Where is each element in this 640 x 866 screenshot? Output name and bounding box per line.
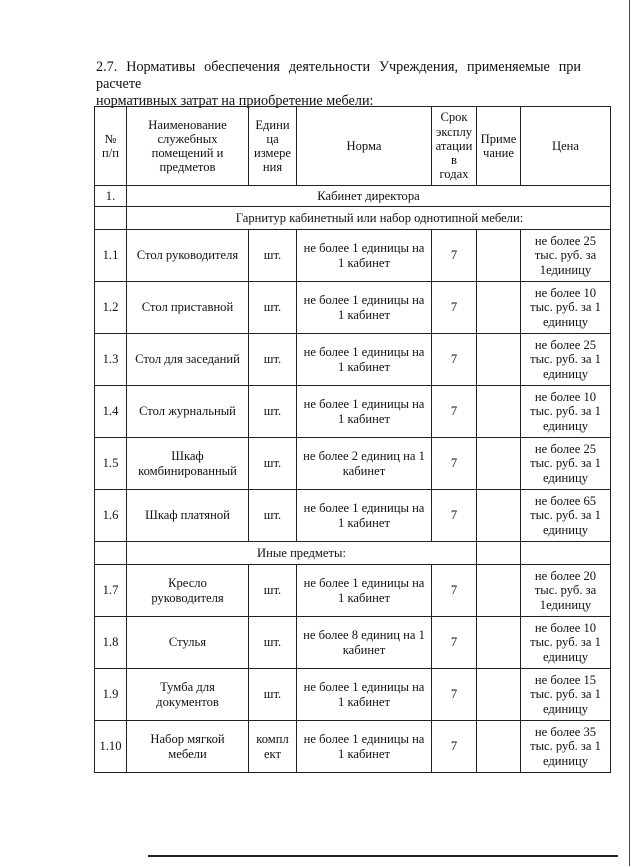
row-note bbox=[477, 230, 521, 282]
table-row bbox=[95, 490, 611, 542]
row-unit: компл ект bbox=[249, 721, 297, 773]
header-price: Цена bbox=[521, 107, 611, 186]
row-name: Стол журнальный bbox=[127, 386, 249, 438]
table-row bbox=[95, 721, 611, 773]
section-title: Кабинет директора bbox=[127, 186, 611, 207]
row-term: 7 bbox=[432, 386, 477, 438]
section-row bbox=[95, 186, 611, 207]
table-row bbox=[95, 565, 611, 617]
page-edge-right bbox=[629, 0, 630, 866]
intro-line-1: 2.7. Нормативы обеспечения деятельности Учреждения, применяемые при расчете bbox=[96, 59, 581, 92]
row-note bbox=[477, 282, 521, 334]
row-unit: шт. bbox=[249, 386, 297, 438]
subsection-num-cell bbox=[95, 207, 127, 230]
subsection-note-cell bbox=[477, 542, 521, 565]
subsection-row bbox=[95, 207, 611, 230]
row-name: Набор мягкой мебели bbox=[127, 721, 249, 773]
row-num: 1.6 bbox=[95, 490, 127, 542]
row-unit: шт. bbox=[249, 617, 297, 669]
row-price: не более 10 тыс. руб. за 1 единицу bbox=[521, 282, 611, 334]
row-norm: не более 1 единицы на 1 кабинет bbox=[297, 721, 432, 773]
section-intro bbox=[96, 59, 581, 110]
row-price: не более 15 тыс. руб. за 1 единицу bbox=[521, 669, 611, 721]
subsection-row bbox=[95, 542, 611, 565]
row-term: 7 bbox=[432, 669, 477, 721]
row-name: Стулья bbox=[127, 617, 249, 669]
furniture-norms-table bbox=[94, 106, 611, 773]
row-norm: не более 1 единицы на 1 кабинет bbox=[297, 230, 432, 282]
row-num: 1.10 bbox=[95, 721, 127, 773]
row-unit: шт. bbox=[249, 565, 297, 617]
row-norm: не более 1 единицы на 1 кабинет bbox=[297, 565, 432, 617]
table-row bbox=[95, 617, 611, 669]
subsection-title: Иные предметы: bbox=[127, 542, 477, 565]
row-num: 1.7 bbox=[95, 565, 127, 617]
row-term: 7 bbox=[432, 565, 477, 617]
table-row bbox=[95, 386, 611, 438]
row-name: Тумба для документов bbox=[127, 669, 249, 721]
row-price: не более 65 тыс. руб. за 1 единицу bbox=[521, 490, 611, 542]
row-num: 1.1 bbox=[95, 230, 127, 282]
row-note bbox=[477, 438, 521, 490]
row-unit: шт. bbox=[249, 282, 297, 334]
row-norm: не более 2 единиц на 1 кабинет bbox=[297, 438, 432, 490]
header-norm: Норма bbox=[297, 107, 432, 186]
table-header-row bbox=[95, 107, 611, 186]
row-note bbox=[477, 669, 521, 721]
row-price: не более 35 тыс. руб. за 1 единицу bbox=[521, 721, 611, 773]
subsection-num-cell bbox=[95, 542, 127, 565]
row-num: 1.4 bbox=[95, 386, 127, 438]
row-price: не более 10 тыс. руб. за 1 единицу bbox=[521, 617, 611, 669]
header-num: № п/п bbox=[95, 107, 127, 186]
row-name: Стол приставной bbox=[127, 282, 249, 334]
subsection-price-cell bbox=[521, 542, 611, 565]
row-term: 7 bbox=[432, 438, 477, 490]
table-row bbox=[95, 282, 611, 334]
row-unit: шт. bbox=[249, 490, 297, 542]
table-row bbox=[95, 334, 611, 386]
row-unit: шт. bbox=[249, 334, 297, 386]
row-note bbox=[477, 334, 521, 386]
page-edge-bottom bbox=[148, 855, 618, 857]
row-name: Стол для заседаний bbox=[127, 334, 249, 386]
row-num: 1.9 bbox=[95, 669, 127, 721]
row-price: не более 25 тыс. руб. за 1 единицу bbox=[521, 334, 611, 386]
row-num: 1.8 bbox=[95, 617, 127, 669]
row-note bbox=[477, 721, 521, 773]
row-term: 7 bbox=[432, 230, 477, 282]
row-name: Кресло руководителя bbox=[127, 565, 249, 617]
row-term: 7 bbox=[432, 721, 477, 773]
row-norm: не более 1 единицы на 1 кабинет bbox=[297, 386, 432, 438]
table-row bbox=[95, 230, 611, 282]
row-term: 7 bbox=[432, 490, 477, 542]
row-name: Стол руководителя bbox=[127, 230, 249, 282]
row-price: не более 25 тыс. руб. за 1единицу bbox=[521, 230, 611, 282]
row-unit: шт. bbox=[249, 230, 297, 282]
row-num: 1.5 bbox=[95, 438, 127, 490]
intro-line-2: нормативных затрат на приобретение мебели: bbox=[96, 93, 374, 109]
header-unit: Едини ца измере ния bbox=[249, 107, 297, 186]
row-norm: не более 1 единицы на 1 кабинет bbox=[297, 490, 432, 542]
row-unit: шт. bbox=[249, 669, 297, 721]
row-norm: не более 1 единицы на 1 кабинет bbox=[297, 669, 432, 721]
row-note bbox=[477, 565, 521, 617]
row-unit: шт. bbox=[249, 438, 297, 490]
row-note bbox=[477, 617, 521, 669]
row-norm: не более 1 единицы на 1 кабинет bbox=[297, 282, 432, 334]
row-price: не более 10 тыс. руб. за 1 единицу bbox=[521, 386, 611, 438]
row-name: Шкаф платяной bbox=[127, 490, 249, 542]
header-term: Срок эксплу атации в годах bbox=[432, 107, 477, 186]
row-note bbox=[477, 490, 521, 542]
header-name: Наименование служебных помещений и предметов bbox=[127, 107, 249, 186]
header-note: Приме чание bbox=[477, 107, 521, 186]
row-term: 7 bbox=[432, 282, 477, 334]
row-price: не более 20 тыс. руб. за 1единицу bbox=[521, 565, 611, 617]
row-term: 7 bbox=[432, 334, 477, 386]
table-row bbox=[95, 438, 611, 490]
row-num: 1.2 bbox=[95, 282, 127, 334]
row-norm: не более 1 единицы на 1 кабинет bbox=[297, 334, 432, 386]
table-row bbox=[95, 669, 611, 721]
row-num: 1.3 bbox=[95, 334, 127, 386]
row-price: не более 25 тыс. руб. за 1 единицу bbox=[521, 438, 611, 490]
row-norm: не более 8 единиц на 1 кабинет bbox=[297, 617, 432, 669]
subsection-title: Гарнитур кабинетный или набор однотипной мебели: bbox=[127, 207, 611, 230]
row-note bbox=[477, 386, 521, 438]
section-num: 1. bbox=[95, 186, 127, 207]
row-name: Шкаф комбинированный bbox=[127, 438, 249, 490]
row-term: 7 bbox=[432, 617, 477, 669]
